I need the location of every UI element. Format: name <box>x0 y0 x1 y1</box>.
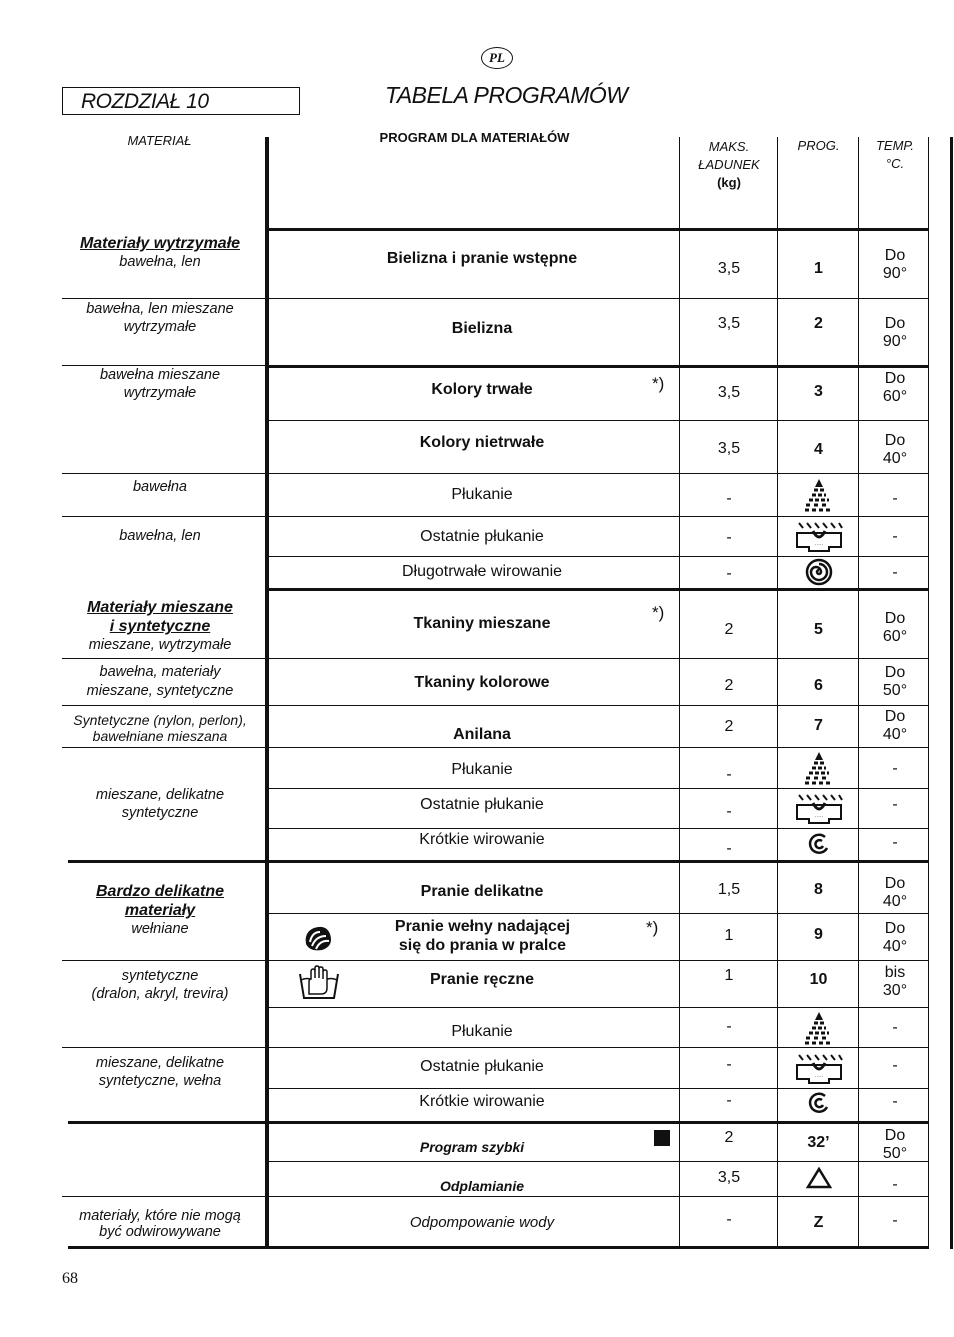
temperature: - <box>892 1093 898 1110</box>
load-value: 3,5 <box>717 1169 741 1186</box>
material-group-9 <box>58 786 262 822</box>
material-text: mieszane, wytrzymałe <box>88 637 232 653</box>
material-text: wełniane <box>131 921 189 937</box>
program-number: 9 <box>814 926 823 943</box>
load-value: - <box>726 803 732 820</box>
material-group-3 <box>58 366 262 402</box>
temperature <box>860 708 930 744</box>
svg-text:·····: ····· <box>814 542 823 548</box>
program-name: Program szybki <box>419 1139 525 1155</box>
load-value: 3,5 <box>717 440 741 457</box>
program-name: Tkaniny mieszane <box>413 615 551 632</box>
temp-prefix: bis <box>884 964 906 981</box>
program-name: Płukanie <box>451 761 513 778</box>
material-text: bawełna, len mieszane <box>86 301 234 317</box>
material-text: bawełniane mieszana <box>92 728 228 744</box>
header-load <box>681 138 777 192</box>
grid-hline <box>62 516 928 517</box>
material-heading: Materiały mieszane <box>87 599 233 616</box>
temperature: - <box>892 1057 898 1074</box>
program-name: Bielizna <box>451 320 513 337</box>
temp-value: 30° <box>882 982 908 999</box>
material-group-4: bawełna <box>132 479 187 495</box>
temp-prefix: Do <box>884 247 906 264</box>
material-text: mieszane, syntetyczne <box>86 683 234 699</box>
program-name: Ostatnie płukanie <box>420 1058 544 1075</box>
load-value: - <box>726 565 732 582</box>
grid-hline-header <box>268 228 928 231</box>
grid-hline-section <box>68 860 928 863</box>
program-name: Pranie delikatne <box>420 883 544 900</box>
temperature <box>860 432 930 468</box>
temperature: - <box>892 796 898 813</box>
temp-prefix: Do <box>884 875 906 892</box>
load-value: 2 <box>724 718 734 735</box>
temp-value: 90° <box>882 265 908 282</box>
grid-hline <box>268 420 928 421</box>
program-name: Kolory nietrwałe <box>419 434 545 451</box>
load-value: - <box>726 529 732 546</box>
grid-hline-section <box>68 1121 928 1124</box>
header-load-unit: (kg) <box>717 175 741 190</box>
grid-vline-temp <box>858 137 859 1249</box>
grid-hline-section <box>268 588 928 591</box>
program-number: Z <box>813 1214 824 1231</box>
grid-hline <box>268 365 928 368</box>
quick-square-icon <box>654 1130 670 1146</box>
material-group-7 <box>58 663 262 701</box>
material-text: wytrzymałe <box>123 385 197 401</box>
temperature: - <box>892 1176 898 1193</box>
chapter-label: ROZDZIAŁ 10 <box>62 87 300 115</box>
material-text: (dralon, akryl, trevira) <box>91 986 229 1002</box>
material-text: bawełna, materiały <box>99 664 221 680</box>
material-group-10 <box>58 882 262 938</box>
temp-prefix: Do <box>884 432 906 449</box>
temperature <box>860 1127 930 1163</box>
program-number: 8 <box>814 881 823 898</box>
load-value: 1 <box>724 927 734 944</box>
material-text: mieszane, delikatne <box>95 787 225 803</box>
temp-value: 50° <box>882 1145 908 1162</box>
load-value: 2 <box>724 677 734 694</box>
header-material: MATERIAŁ <box>127 133 192 148</box>
material-group-2 <box>58 300 262 336</box>
program-name-line: Pranie wełny nadającej <box>394 918 571 935</box>
rinse-icon <box>779 1010 858 1046</box>
softener-icon <box>779 790 858 826</box>
page-title: TABELA PROGRAMÓW <box>385 82 628 108</box>
temperature <box>860 315 930 351</box>
grid-hline <box>268 913 928 914</box>
load-value: - <box>726 840 732 857</box>
program-name <box>330 917 635 955</box>
grid-hline <box>62 960 928 961</box>
grid-hline <box>62 658 928 659</box>
grid-hline <box>62 747 928 748</box>
temp-value: 60° <box>882 388 908 405</box>
footnote-mark: *) <box>652 603 665 622</box>
load-value: 1,5 <box>717 881 741 898</box>
grid-hline <box>268 298 928 299</box>
load-value: - <box>726 1211 732 1228</box>
grid-vline-prog <box>777 137 778 1249</box>
temperature <box>860 875 930 911</box>
temp-prefix: Do <box>884 610 906 627</box>
material-text: mieszane, delikatne <box>95 1055 225 1071</box>
temperature <box>860 920 930 956</box>
triangle-icon <box>779 1166 858 1190</box>
grid-hline <box>268 556 928 557</box>
material-text: syntetyczne <box>121 968 199 984</box>
material-group-8 <box>56 712 264 744</box>
program-name: Krótkie wirowanie <box>419 831 545 848</box>
material-heading: materiały <box>124 902 196 919</box>
program-number: 7 <box>814 717 823 734</box>
temp-prefix: Do <box>884 370 906 387</box>
load-value: 1 <box>724 967 734 984</box>
load-value: 3,5 <box>717 260 741 277</box>
program-name: Krótkie wirowanie <box>419 1093 545 1110</box>
program-number: 32’ <box>807 1134 830 1151</box>
grid-hline <box>62 705 928 706</box>
program-number: 3 <box>814 383 823 400</box>
footnote-mark: *) <box>646 918 659 937</box>
temperature: - <box>892 1212 898 1229</box>
temp-value: 40° <box>882 450 908 467</box>
rinse-icon <box>779 477 858 513</box>
load-value: - <box>726 1092 732 1109</box>
program-number: 2 <box>814 315 823 332</box>
load-value: 3,5 <box>717 315 741 332</box>
footnote-mark: *) <box>652 374 665 393</box>
material-group-13 <box>56 1208 264 1240</box>
header-temp-line2: °C. <box>885 156 905 171</box>
program-name: Pranie ręczne <box>429 971 535 988</box>
program-number: 5 <box>814 621 823 638</box>
program-name: Ostatnie płukanie <box>420 528 544 545</box>
program-number: 10 <box>809 971 828 988</box>
short-spin-icon <box>779 1090 858 1116</box>
load-value: - <box>726 1018 732 1035</box>
header-temp <box>860 137 930 173</box>
program-name: Płukanie <box>451 486 513 503</box>
program-name: Długotrwałe wirowanie <box>401 563 563 580</box>
material-text: syntetyczne <box>121 805 199 821</box>
load-value: - <box>726 490 732 507</box>
header-program: PROGRAM DLA MATERIAŁÓW <box>379 130 570 145</box>
material-text: bawełna mieszane <box>99 367 221 383</box>
temperature <box>860 610 930 646</box>
grid-hline <box>268 1161 928 1162</box>
program-number: 6 <box>814 677 823 694</box>
temp-prefix: Do <box>884 1127 906 1144</box>
temperature: - <box>892 528 898 545</box>
grid-hline <box>268 1007 928 1008</box>
page-number: 68 <box>62 1270 78 1287</box>
temp-value: 40° <box>882 893 908 910</box>
temperature <box>860 964 930 1000</box>
material-text: być odwirowywane <box>99 1224 221 1240</box>
load-value: 2 <box>724 1129 734 1146</box>
long-spin-icon <box>779 558 858 586</box>
temp-prefix: Do <box>884 315 906 332</box>
temperature <box>860 664 930 700</box>
temp-prefix: Do <box>884 920 906 937</box>
material-heading: Bardzo delikatne <box>95 883 225 900</box>
temperature <box>860 247 930 283</box>
page-edge-line <box>950 137 953 1249</box>
header-load-line1: MAKS. <box>708 139 750 154</box>
temp-value: 60° <box>882 628 908 645</box>
temperature: - <box>892 490 898 507</box>
temp-prefix: Do <box>884 664 906 681</box>
material-group-1 <box>58 234 262 271</box>
program-number: 1 <box>814 260 823 277</box>
material-text: syntetyczne, wełna <box>98 1073 222 1089</box>
program-name: Tkaniny kolorowe <box>414 674 550 691</box>
header-prog: PROG. <box>797 138 840 153</box>
svg-text:·····: ····· <box>814 814 823 820</box>
program-number: 4 <box>814 441 823 458</box>
temperature <box>860 370 930 406</box>
svg-text:·····: ····· <box>814 1074 823 1080</box>
material-group-12 <box>58 1054 262 1090</box>
load-value: - <box>726 766 732 783</box>
program-name-line: się do prania w pralce <box>398 937 567 954</box>
load-value: 3,5 <box>717 384 741 401</box>
header-temp-line1: TEMP. <box>875 138 915 153</box>
temp-prefix: Do <box>884 708 906 725</box>
header-load-line2: ŁADUNEK <box>698 157 760 172</box>
grid-vline-material <box>265 137 269 1249</box>
program-name: Odpompowanie wody <box>409 1213 555 1231</box>
grid-hline <box>268 788 928 789</box>
material-group-6 <box>58 598 262 654</box>
material-text: bawełna, len <box>119 254 201 270</box>
temperature: - <box>892 760 898 777</box>
temperature: - <box>892 1019 898 1036</box>
grid-hline <box>62 473 928 474</box>
material-text: Syntetyczne (nylon, perlon), <box>73 712 247 728</box>
temp-value: 40° <box>882 938 908 955</box>
softener-icon <box>779 1050 858 1086</box>
temp-value: 50° <box>882 682 908 699</box>
temperature: - <box>892 834 898 851</box>
grid-hline <box>268 1088 928 1089</box>
material-text: wytrzymałe <box>123 319 197 335</box>
language-badge: PL <box>481 47 513 69</box>
program-name: Anilana <box>453 726 511 743</box>
rinse-icon <box>779 750 858 786</box>
material-heading: Materiały wytrzymałe <box>79 235 241 252</box>
program-name: Ostatnie płukanie <box>420 796 544 813</box>
softener-icon <box>779 518 858 554</box>
program-name: Płukanie <box>451 1023 513 1040</box>
temp-value: 90° <box>882 333 908 350</box>
material-heading: i syntetyczne <box>109 618 211 635</box>
temp-value: 40° <box>882 726 908 743</box>
load-value: 2 <box>724 621 734 638</box>
grid-hline-mat <box>62 298 265 299</box>
temperature: - <box>892 564 898 581</box>
load-value: - <box>726 1056 732 1073</box>
short-spin-icon <box>779 831 858 857</box>
program-name: Kolory trwałe <box>431 381 533 398</box>
grid-hline-bottom <box>68 1246 928 1249</box>
grid-hline <box>62 1047 928 1048</box>
material-group-11 <box>58 967 262 1003</box>
program-name: Bielizna i pranie wstępne <box>386 250 578 267</box>
material-group-5: bawełna, len <box>119 528 201 544</box>
material-text: materiały, które nie mogą <box>79 1208 241 1224</box>
program-name: Odplamianie <box>439 1178 525 1194</box>
